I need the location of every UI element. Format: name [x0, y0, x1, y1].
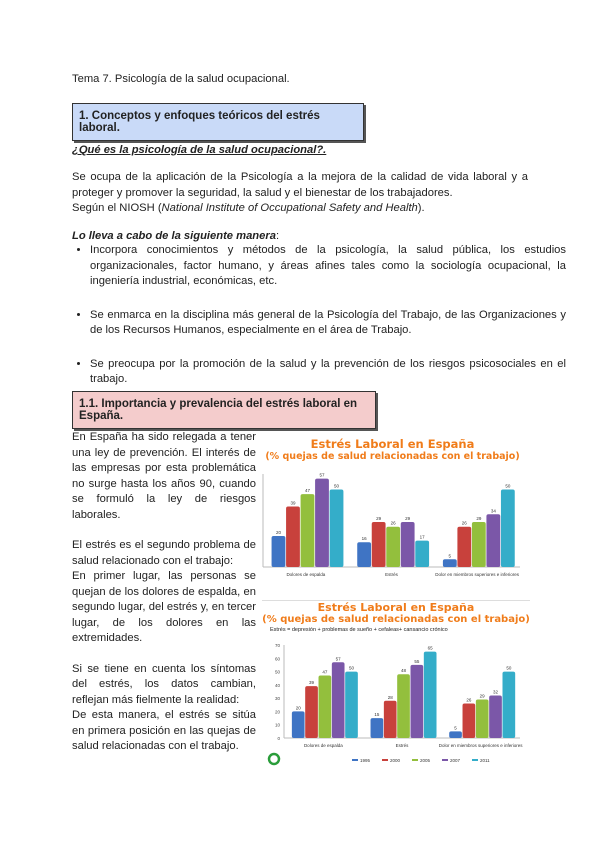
paragraph: De esta manera, el estrés se sitúa en primera posición en las quejas de salud relacionadas con el trabajo.: [72, 709, 256, 752]
data-label: 50: [348, 665, 355, 671]
manera-heading: Lo lleva a cabo de la siguiente manera: [72, 230, 276, 242]
institute-logo: [269, 754, 279, 764]
bar: [319, 676, 332, 738]
niosh-line: [72, 201, 528, 217]
chart-subtitle: (% quejas de salud relacionadas con el trabajo): [265, 451, 520, 462]
niosh-suffix: ).: [417, 202, 425, 214]
list-item: • Incorpora conocimientos y métodos de la psicología, la salud pública, los estudios organizacionales, factor humano, y áreas afines tales como la sociología ocupacional, la ingeniería industrial, económicas, etc.: [90, 243, 566, 290]
data-label: 50: [333, 483, 340, 489]
list-item: • Se preocupa por la promoción de la salud y la prevención de los riesgos psicosociales en el trabajo.: [90, 357, 566, 388]
y-tick-label: 50: [274, 669, 280, 675]
bar: [371, 718, 384, 738]
bar: [472, 522, 486, 567]
data-label: 5: [448, 553, 452, 559]
legend-label: 2000: [390, 758, 401, 763]
paragraph: Si se tiene en cuenta los síntomas del estrés, los datos cambian, reflejan más fielmente la realidad:: [72, 662, 256, 706]
data-label: 29: [376, 516, 382, 522]
data-label: 55: [414, 658, 420, 664]
x-tick-label: Estrés: [395, 743, 409, 748]
bar: [357, 542, 371, 567]
intro-paragraph: [72, 170, 528, 217]
y-tick-label: 30: [274, 696, 280, 702]
data-label: 26: [461, 520, 467, 526]
bar: [411, 665, 424, 738]
bar: [486, 514, 500, 567]
y-tick-label: 70: [274, 643, 280, 648]
chart-plot: [262, 633, 530, 768]
bar: [305, 686, 318, 738]
data-label: 47: [322, 669, 328, 675]
legend-swatch: [412, 759, 418, 761]
data-label: 57: [319, 472, 325, 478]
data-label: 20: [275, 530, 281, 535]
data-label: 47: [304, 488, 310, 494]
data-label: 48: [401, 668, 407, 674]
data-label: 39: [290, 500, 296, 506]
paragraph: El estrés es el segundo problema de salud relacionado con el trabajo:: [72, 539, 256, 567]
bar: [397, 674, 410, 738]
legend-swatch: [382, 759, 388, 761]
bar: [332, 662, 345, 738]
x-tick-label: Dolores de espalda: [286, 572, 326, 577]
data-label: 16: [361, 536, 367, 542]
y-tick-label: 60: [274, 656, 280, 662]
paragraph: En primer lugar, las personas se quejan de los dolores de espalda, en segundo lugar, del estrés y, en tercer lugar, de los dolores en las extremidades.: [72, 570, 256, 644]
chart-note: Estrés = depresión + problemas de sueño + cefaleas+ cansancio crónico: [270, 627, 448, 633]
bar: [501, 490, 515, 568]
data-label: 26: [390, 520, 396, 526]
paragraph: En España ha sido relegada a tener una ley de prevención. El interés de las empresas por esta problemática no surge hasta los años 90, cuando se formuló la ley de riesgos laborales.: [72, 431, 256, 521]
x-tick-label: Estrés: [385, 572, 398, 577]
bar: [286, 507, 300, 567]
section-heading-1: 1. Conceptos y enfoques teóricos del estrés laboral.: [72, 103, 364, 141]
bar: [449, 731, 462, 738]
bar: [457, 527, 471, 567]
chart-1: [255, 437, 530, 595]
legend-swatch: [442, 759, 448, 761]
y-tick-label: 0: [277, 736, 280, 741]
x-tick-label: Dolor en miembros superiores e inferiores: [438, 743, 523, 748]
page-header: Tema 7. Psicología de la salud ocupacional.: [72, 73, 290, 85]
question-heading: ¿Qué es la psicología de la salud ocupacional?.: [72, 144, 327, 156]
chart-title: Estrés Laboral en España: [317, 601, 475, 614]
bar: [401, 522, 415, 567]
bar: [415, 541, 429, 567]
x-tick-label: Dolores de espalda: [303, 743, 343, 748]
bullet-list: [52, 243, 566, 406]
data-label: 50: [505, 483, 511, 489]
bar: [443, 559, 457, 567]
data-label: 39: [309, 680, 315, 686]
data-label: 17: [419, 534, 425, 540]
data-label: 5: [454, 725, 457, 731]
bar: [372, 522, 386, 567]
legend-swatch: [472, 759, 478, 761]
chart-plot: [255, 462, 530, 587]
bar: [272, 536, 286, 567]
niosh-prefix: Según el NIOSH (: [72, 202, 162, 214]
legend-label: 1995: [360, 758, 371, 763]
data-label: 15: [374, 712, 380, 718]
data-label: 50: [506, 665, 512, 671]
chart-title: Estrés Laboral en España: [310, 437, 475, 451]
data-label: 57: [335, 656, 341, 662]
data-label: 28: [387, 694, 393, 700]
bar: [502, 672, 515, 738]
data-label: 29: [479, 693, 485, 699]
legend-label: 2007: [450, 758, 461, 763]
para-definition: Se ocupa de la aplicación de la Psicología a la mejora de la calidad de vida laboral y a proteger y promover la seguridad, la salud y el bienestar de los trabajadores.: [72, 171, 528, 199]
manera-line: Lo lleva a cabo de la siguiente manera:: [72, 230, 280, 242]
bar: [315, 479, 329, 567]
list-item: • Se enmarca en la disciplina más general de la Psicología del Trabajo, de las Organizaciones y de los Recursos Humanos, especialmente en el área de Trabajo.: [90, 308, 566, 339]
bar: [489, 695, 502, 738]
legend-label: 2011: [480, 758, 490, 763]
bar: [463, 703, 476, 738]
section-heading-1-1: 1.1. Importancia y prevalencia del estrés laboral en España.: [72, 391, 376, 429]
x-tick-label: Dolor en miembros superiores e inferiores: [435, 572, 520, 577]
legend-label: 2005: [420, 758, 431, 763]
bar: [476, 699, 489, 738]
data-label: 26: [466, 697, 472, 703]
legend-swatch: [352, 759, 358, 761]
data-label: 29: [405, 516, 411, 522]
chart-2: [262, 600, 530, 779]
bar: [330, 490, 344, 568]
bar: [292, 711, 305, 738]
data-label: 29: [476, 516, 482, 522]
left-column-text: [72, 430, 256, 755]
bar: [384, 701, 397, 738]
niosh-name: National Institute of Occupational Safety and Health: [161, 202, 418, 214]
bar: [386, 527, 400, 567]
bar: [424, 652, 437, 738]
data-label: 32: [493, 689, 499, 695]
chart-subtitle: (% quejas de salud relacionadas con el trabajo): [262, 614, 530, 625]
y-tick-label: 10: [274, 722, 280, 728]
data-label: 34: [490, 508, 496, 514]
y-tick-label: 20: [274, 709, 280, 715]
data-label: 65: [427, 645, 433, 651]
data-label: 20: [295, 705, 301, 711]
bar: [345, 672, 358, 738]
bar: [301, 494, 315, 567]
y-tick-label: 40: [274, 682, 280, 688]
